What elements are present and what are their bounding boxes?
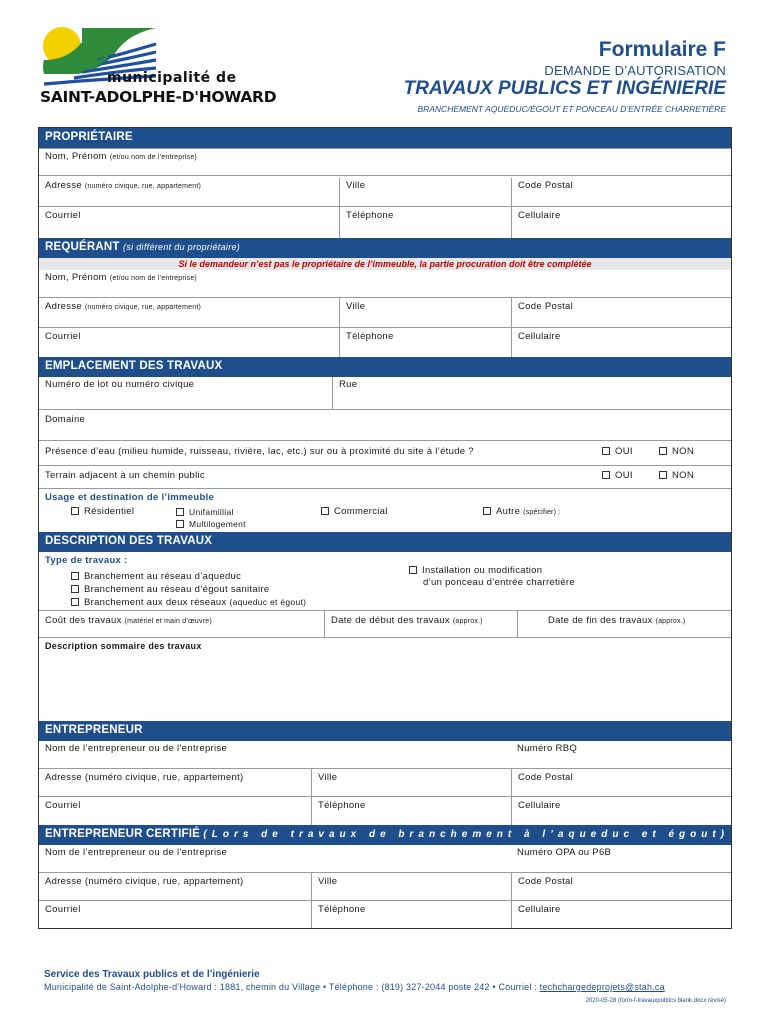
contractor-name-field[interactable]: Nom de l’entrepreneur ou de l’entreprise [45,743,228,754]
water-no-option[interactable]: NON [659,446,694,457]
section-description: DESCRIPTION DES TRAVAUX [39,532,731,552]
form-subtitle-3: BRANCHEMENT AQUEDUC/ÉGOUT ET PONCEAU D’ENTRÉE CHARRETIÈRE [417,104,726,114]
type-title: Type de travaux : [45,555,128,566]
requester-cell-field[interactable]: Cellulaire [511,328,731,357]
section-emplacement: EMPLACEMENT DES TRAVAUX [39,357,731,377]
both-networks-option[interactable]: Branchement aux deux réseaux (aqueduc et égout) [71,597,306,608]
footer-service: Service des Travaux publics et de l’ingénierie [44,969,260,980]
form-title: Formulaire F [598,38,726,61]
residential-option[interactable]: Résidentiel [71,506,134,517]
contractor-city-field[interactable]: Ville [311,769,511,796]
road-no-option[interactable]: NON [659,470,694,481]
aqueduct-option[interactable]: Branchement au réseau d’aqueduc [71,571,241,582]
requester-address-field[interactable]: Adresse (numéro civique, rue, appartement) [45,301,202,312]
checkbox[interactable] [71,572,79,580]
checkbox[interactable] [483,507,491,515]
start-date-field[interactable]: Date de début des travaux (approx.) [324,611,517,637]
section-certified-contractor: ENTREPRENEUR CERTIFIÉ (Lors de travaux de branchement à l’aqueduc et égout) [39,825,731,845]
requester-postal-field[interactable]: Code Postal [511,298,731,327]
cost-field[interactable]: Coût des travaux (matériel et main d’œuvre) [45,615,212,626]
culvert-option[interactable]: Installation ou modification [409,565,542,576]
requester-email-field[interactable]: Courriel [45,331,81,342]
certified-name-field[interactable]: Nom de l’entrepreneur ou de l’entreprise [45,847,228,858]
requester-name-field[interactable]: Nom, Prénom (et/ou nom de l’entreprise) [45,272,197,283]
footer-email-link[interactable]: techchargedeprojets@stah.ca [539,982,665,992]
section-requerant: REQUÉRANT (si différent du propriétaire) [39,238,731,258]
opa-field[interactable]: Numéro OPA ou P6B [517,847,612,858]
checkbox[interactable] [602,447,610,455]
street-field[interactable]: Rue [332,377,731,409]
certified-cell-field[interactable]: Cellulaire [511,901,731,928]
footer-revision: 2020-05-28 (form-f-travauxpublics blank.docx révisé) [585,998,726,1004]
commercial-option[interactable]: Commercial [321,506,388,517]
checkbox[interactable] [176,520,184,528]
checkbox[interactable] [409,566,417,574]
requester-city-field[interactable]: Ville [339,298,511,327]
checkbox[interactable] [71,598,79,606]
certified-phone-field[interactable]: Téléphone [311,901,511,928]
owner-city-field[interactable]: Ville [339,178,511,206]
sewer-option[interactable]: Branchement au réseau d’égout sanitaire [71,584,269,595]
water-presence-question: Présence d’eau (milieu humide, ruisseau, rivière, lac, etc.) sur ou à proximité du site à l’étude ? [45,446,474,457]
contractor-email-field[interactable]: Courriel [45,800,81,811]
owner-name-field[interactable]: Nom, Prénom (et/ou nom de l’entreprise) [45,151,197,162]
procuration-warning: Si le demandeur n’est pas le propriétaire de l’immeuble, la partie procuration doit être complétée [39,258,731,270]
owner-email-field[interactable]: Courriel [45,210,81,221]
single-family-option[interactable]: Unifamillial [176,507,234,517]
other-option[interactable]: Autre (spécifier) : [483,506,560,517]
owner-phone-field[interactable]: Téléphone [339,207,511,238]
form-subtitle-1: DEMANDE D’AUTORISATION [544,63,726,78]
rbq-field[interactable]: Numéro RBQ [517,743,578,754]
section-entrepreneur: ENTREPRENEUR [39,721,731,741]
public-road-question: Terrain adjacent à un chemin public [45,470,205,481]
contractor-cell-field[interactable]: Cellulaire [511,797,731,825]
contractor-postal-field[interactable]: Code Postal [511,769,731,796]
checkbox[interactable] [71,507,79,515]
multi-dwelling-option[interactable]: Multilogement [176,519,246,529]
owner-cell-field[interactable]: Cellulaire [511,207,731,238]
checkbox[interactable] [659,471,667,479]
checkbox[interactable] [659,447,667,455]
form-subtitle-2: TRAVAUX PUBLICS ET INGÉNIERIE [403,78,726,99]
certified-city-field[interactable]: Ville [311,873,511,900]
checkbox[interactable] [71,585,79,593]
authorization-form [38,127,732,929]
water-yes-option[interactable]: OUI [602,446,633,457]
certified-email-field[interactable]: Courriel [45,904,81,915]
contractor-address-field[interactable]: Adresse (numéro civique, rue, appartement) [45,772,244,783]
road-yes-option[interactable]: OUI [602,470,633,481]
contractor-phone-field[interactable]: Téléphone [311,797,511,825]
end-date-field[interactable]: Date de fin des travaux (approx.) [517,611,731,637]
logo-line1: municipalité de [107,70,237,86]
checkbox[interactable] [176,508,184,516]
domaine-field[interactable]: Domaine [45,414,86,425]
footer-address: Municipalité de Saint-Adolphe-d’Howard : 1881, chemin du Village • Téléphone : (819) 327-2044 poste 242 • Courriel : techchargedeprojets@stah.ca [44,982,665,992]
checkbox[interactable] [321,507,329,515]
summary-field[interactable]: Description sommaire des travaux [45,641,202,651]
requester-phone-field[interactable]: Téléphone [339,328,511,357]
certified-postal-field[interactable]: Code Postal [511,873,731,900]
checkbox[interactable] [602,471,610,479]
owner-postal-field[interactable]: Code Postal [511,178,731,206]
culvert-option-line2: d’un ponceau d’entrée charretière [423,577,575,588]
certified-address-field[interactable]: Adresse (numéro civique, rue, appartement) [45,876,244,887]
lot-number-field[interactable]: Numéro de lot ou numéro civique [45,379,195,390]
owner-address-field[interactable]: Adresse (numéro civique, rue, appartement) [45,180,202,191]
section-proprietaire: PROPRIÉTAIRE [39,128,731,148]
logo-line2: SAINT-ADOLPHE-D'HOWARD [40,88,277,106]
usage-title: Usage et destination de l’immeuble [45,492,215,503]
